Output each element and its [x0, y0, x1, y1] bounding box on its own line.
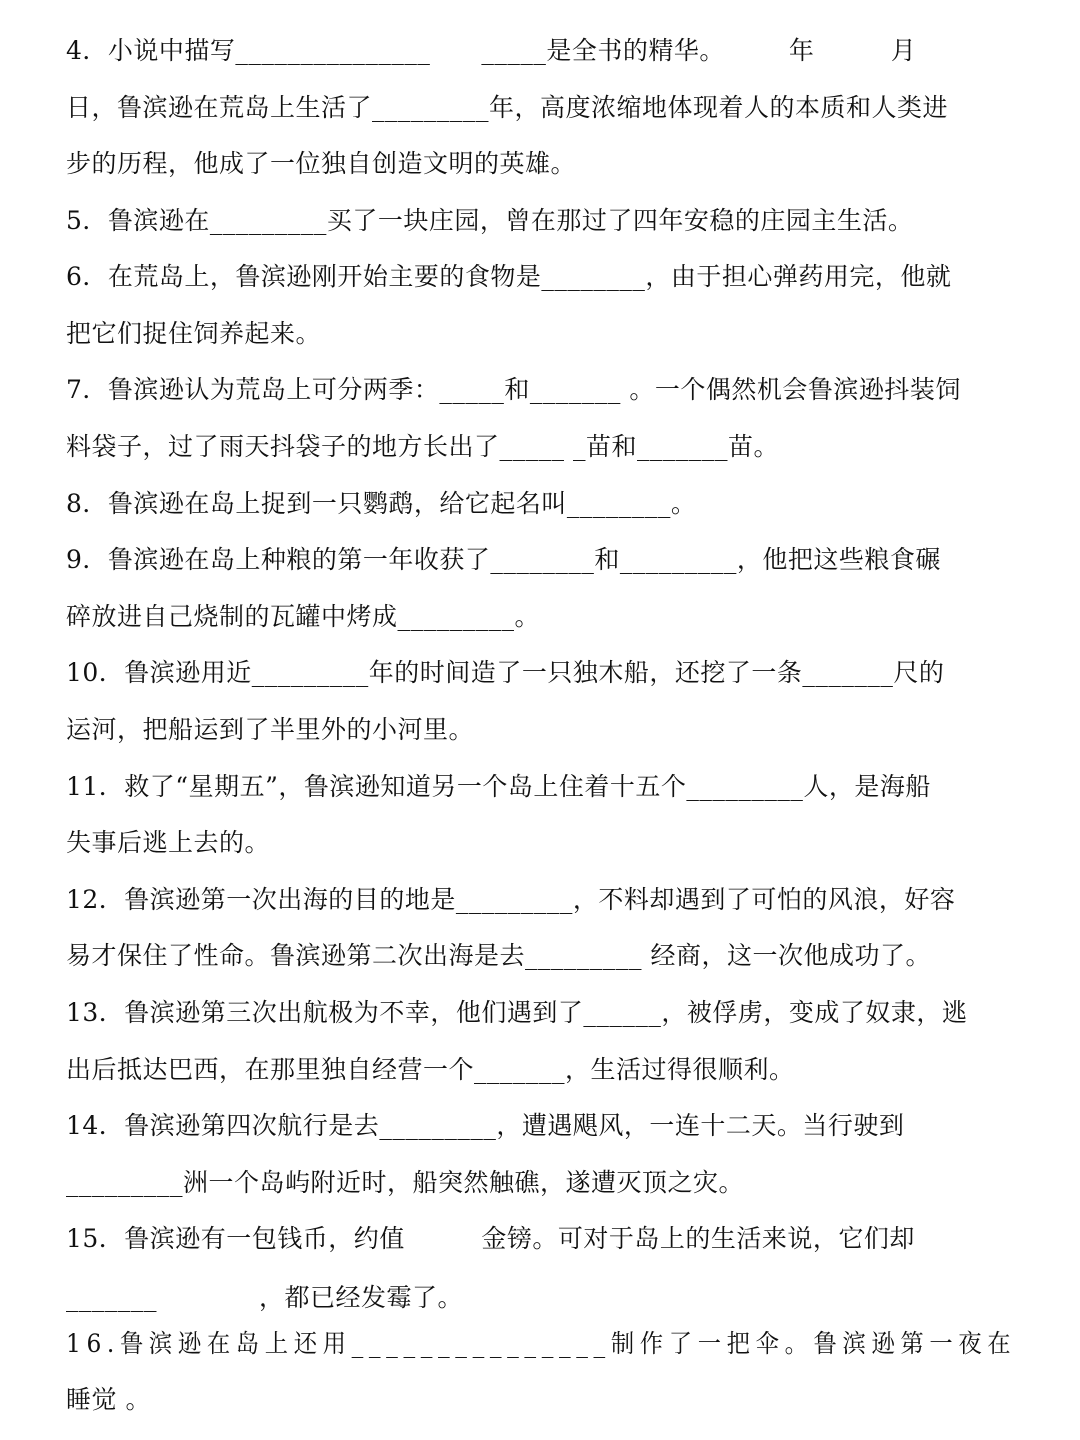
q9-line-2: [66, 602, 540, 632]
q16-line-1: [66, 1329, 1016, 1359]
q16-text-2: 睡觉 。: [66, 1385, 151, 1414]
q12-text-2: 易才保住了性命。鲁滨逊第二次出海是去_________ 经商，这一次他成功了。: [66, 941, 931, 970]
q14-text-2: _________洲一个岛屿附近时，船突然触礁，遂遭灭顶之灾。: [66, 1168, 745, 1197]
q13-text-1: 13．鲁滨逊第三次出航极为不幸，他们遇到了______，被俘虏，变成了奴隶，逃: [66, 998, 968, 1027]
q6-line-2: [66, 319, 321, 349]
q10-line-1: [66, 658, 944, 688]
q14-line-2: [66, 1168, 744, 1198]
q12-line-1: [66, 885, 955, 915]
q7-text-1: 7．鲁滨逊认为荒岛上可分两季：_____和_______ 。一个偶然机会鲁滨逊抖装饲: [66, 375, 961, 404]
q8-line-1: [66, 489, 696, 519]
q16-text-1: 16.鲁滨逊在岛上还用_______________制作了一把伞。鲁滨逊第一夜在: [66, 1329, 1017, 1358]
q10-text-1: 10．鲁滨逊用近_________年的时间造了一只独木船，还挖了一条_______尺的: [66, 658, 945, 687]
q6-text-1: 6．在荒岛上，鲁滨逊刚开始主要的食物是________，由于担心弹药用完，他就: [66, 262, 952, 291]
q4-text-2: 日，鲁滨逊在荒岛上生活了_________年，高度浓缩地体现着人的本质和人类进: [66, 93, 949, 122]
q4-text-1: 4．小说中描写_______________ _____是全书的精华。 年 月: [66, 36, 917, 65]
q11-line-2: [66, 828, 270, 858]
q11-text-1: 11．救了“星期五”，鲁滨逊知道另一个岛上住着十五个_________人，是海船: [66, 772, 931, 801]
q10-line-2: [66, 715, 474, 745]
q12-text-1: 12．鲁滨逊第一次出海的目的地是_________，不料却遇到了可怕的风浪，好容: [66, 885, 956, 914]
q11-text-2: 失事后逃上去的。: [66, 828, 271, 857]
q6-text-2: 把它们捉住饲养起来。: [66, 319, 322, 348]
q7-line-2: [66, 432, 779, 462]
q5-text-1: 5．鲁滨逊在_________买了一块庄园，曾在那过了四年安稳的庄园主生活。: [66, 206, 914, 235]
q15-text-1: 15．鲁滨逊有一包钱币，约值 金镑。可对于岛上的生活来说，它们却: [66, 1224, 915, 1253]
q9-line-1: [66, 545, 941, 575]
q11-line-1: [66, 772, 931, 802]
q7-text-2: 料袋子，过了雨天抖袋子的地方长出了_____ _苗和_______苗。: [66, 432, 779, 461]
q14-line-1: [66, 1111, 904, 1141]
q4-text-3: 步的历程，他成了一位独自创造文明的英雄。: [66, 149, 577, 178]
q9-text-2: 碎放进自己烧制的瓦罐中烤成_________。: [66, 602, 541, 631]
q4-line-3: [66, 149, 576, 179]
q16-line-2: [66, 1385, 151, 1415]
q8-text-1: 8．鲁滨逊在岛上捉到一只鹦鹉，给它起名叫________。: [66, 489, 697, 518]
q15-line-1: [66, 1224, 915, 1254]
q7-line-1: [66, 375, 961, 405]
q4-line-2: [66, 93, 948, 123]
q12-line-2: [66, 941, 931, 971]
q5-line-1: [66, 206, 913, 236]
q14-text-1: 14．鲁滨逊第四次航行是去_________，遭遇飓风，一连十二天。当行驶到: [66, 1111, 905, 1140]
q6-line-1: [66, 262, 951, 292]
q9-text-1: 9．鲁滨逊在岛上种粮的第一年收获了________和_________，他把这些粮食碾: [66, 545, 941, 574]
q13-line-1: [66, 998, 967, 1028]
q15-text-2: _______ ，都已经发霉了。: [66, 1283, 464, 1312]
q4-line-1: [66, 36, 916, 66]
q13-text-2: 出后抵达巴西，在那里独自经营一个_______，生活过得很顺利。: [66, 1055, 795, 1084]
q15-line-2: [66, 1283, 463, 1313]
q13-line-2: [66, 1055, 795, 1085]
q10-text-2: 运河，把船运到了半里外的小河里。: [66, 715, 475, 744]
